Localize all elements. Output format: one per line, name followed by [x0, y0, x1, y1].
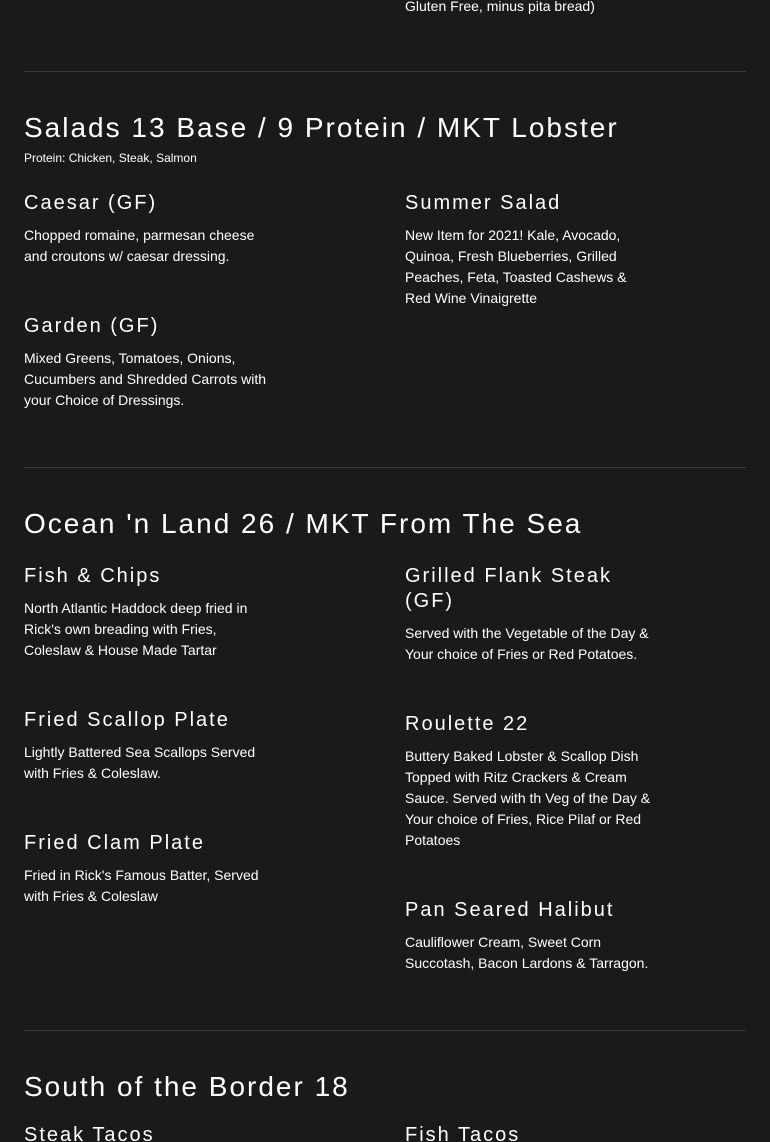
menu-item-desc: Served with the Vegetable of the Day & Your choice of Fries or Red Potatoes.: [405, 625, 649, 662]
menu-item-title: Grilled Flank Steak (GF): [405, 565, 612, 612]
menu-item-title: Fried Scallop Plate: [24, 709, 230, 731]
menu-item-title: Garden (GF): [24, 315, 160, 337]
menu-item-title: Fried Clam Plate: [24, 832, 205, 854]
menu-item-title: Roulette 22: [405, 713, 530, 735]
menu-item-title: Fish & Chips: [24, 565, 162, 587]
menu-item-desc: Fried in Rick's Famous Batter, Served with Fries & Coleslaw: [24, 867, 259, 904]
menu-item-title: Caesar (GF): [24, 192, 158, 214]
section-subtitle-salads: Protein: Chicken, Steak, Salmon: [24, 151, 197, 165]
menu-item-desc: Mixed Greens, Tomatoes, Onions, Cucumbers and Shredded Carrots with your Choice of Dressings.: [24, 350, 267, 408]
section-divider: [24, 1030, 746, 1031]
menu-item-title: Summer Salad: [405, 192, 562, 214]
menu-item-title: Steak Tacos: [24, 1124, 155, 1142]
section-title-salads: Salads 13 Base / 9 Protein / MKT Lobster: [24, 112, 619, 143]
section-divider: [24, 71, 746, 72]
menu-item-desc: Cauliflower Cream, Sweet Corn Succotash, Bacon Lardons & Tarragon.: [405, 934, 649, 971]
menu-item-desc: Buttery Baked Lobster & Scallop Dish Topped with Ritz Crackers & Cream Sauce. Served with th Veg of the Day & Your choice of Fries, Rice Pilaf or Red Potatoes: [405, 748, 651, 848]
menu-item-desc: Chopped romaine, parmesan cheese and croutons w/ caesar dressing.: [24, 227, 255, 264]
menu-item-title: Fish Tacos: [405, 1124, 521, 1142]
menu-item-desc: Lightly Battered Sea Scallops Served with Fries & Coleslaw.: [24, 744, 256, 781]
section-title-south: South of the Border 18: [24, 1071, 350, 1102]
section-title-ocean: Ocean 'n Land 26 / MKT From The Sea: [24, 508, 583, 539]
menu-item-desc: North Atlantic Haddock deep fried in Rick's own breading with Fries, Coleslaw & House Made Tartar: [24, 600, 248, 658]
menu-item-desc: New Item for 2021! Kale, Avocado, Quinoa, Fresh Blueberries, Grilled Peaches, Feta, Toasted Cashews & Red Wine Vinaigrette: [405, 227, 627, 306]
menu-item-title: Pan Seared Halibut: [405, 899, 615, 921]
previous-item-note: Gluten Free, minus pita bread): [405, 0, 595, 14]
section-divider: [24, 467, 746, 468]
